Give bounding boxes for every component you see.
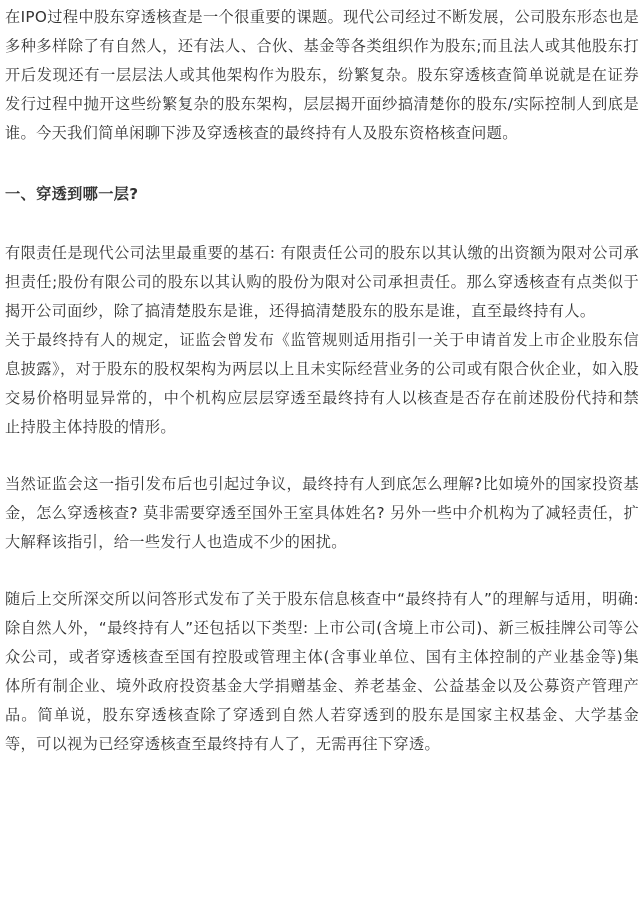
regulation-paragraph: 关于最终持有人的规定，证监会曾发布《监管规则适用指引一关于申请首发上市企业股东信息披露》，对于股东的股权架构为两层以上且未实际经营业务的公司或有限合伙企业，如入股交易价格明显异常的，中个机构应层层穿透至最终持有人以核查是否存在前述股份代持和禁止持股主体持股的情形。 — [5, 331, 639, 436]
spacer — [5, 209, 639, 239]
limited-liability-paragraph: 有限责任是现代公司法里最重要的基石: 有限责任公司的股东以其认缴的出资额为限对公司承担责任;股份有限公司的股东以其认购的股份为限对公司承担责任。那么穿透核查有点类似于揭开公司面纱，除了搞清楚股东是谁，还得搞清楚股东的股东是谁，直至最终持有人。 — [5, 244, 639, 320]
article-body — [5, 0, 639, 759]
spacer — [5, 557, 639, 585]
intro-paragraph: 在IPO过程中股东穿透核查是一个很重要的课题。现代公司经过不断发展，公司股东形态也是多种多样除了有自然人，还有法人、合伙、基金等各类组织作为股东;而且法人或其他股东打开后发现还有一层层法人或其他架构作为股东，纷繁复杂。股东穿透核查简单说就是在证券发行过程中抛开这些纷繁复杂的股东架构，层层揭开面纱搞清楚你的股东/实际控制人到底是谁。今天我们简单闲聊下涉及穿透核查的最终持有人及股东资格核查问题。 — [5, 8, 639, 142]
controversy-paragraph: 当然证监会这一指引发布后也引起过争议，最终持有人到底怎么理解?比如境外的国家投资基金，怎么穿透核查? 莫非需要穿透至国外王室具体姓名? 另外一些中介机构为了减轻责任，扩大解释该指引，给一些发行人也造成不少的困扰。 — [5, 475, 639, 551]
spacer — [5, 442, 639, 470]
exchange-guidance-paragraph: 随后上交所深交所以问答形式发布了关于股东信息核查中“最终持有人”的理解与适用，明确: 除自然人外，“最终持有人”还包括以下类型: 上市公司(含境上市公司)、新三板挂牌公司等公众公司，或者穿透核查至国有控股或管理主体(含事业单位、国有主体控制的产业基金等)集体所有制企业、境外政府投资基金大学捐赠基金、养老基金、公益基金以及公募资产管理产品。简单说，股东穿透核查除了穿透到自然人若穿透到的股东是国家主权基金、大学基金等，可以视为已经穿透核查至最终持有人了，无需再往下穿透。 — [5, 590, 639, 753]
spacer — [5, 148, 639, 180]
section-heading: 一、穿透到哪一层? — [5, 185, 139, 203]
